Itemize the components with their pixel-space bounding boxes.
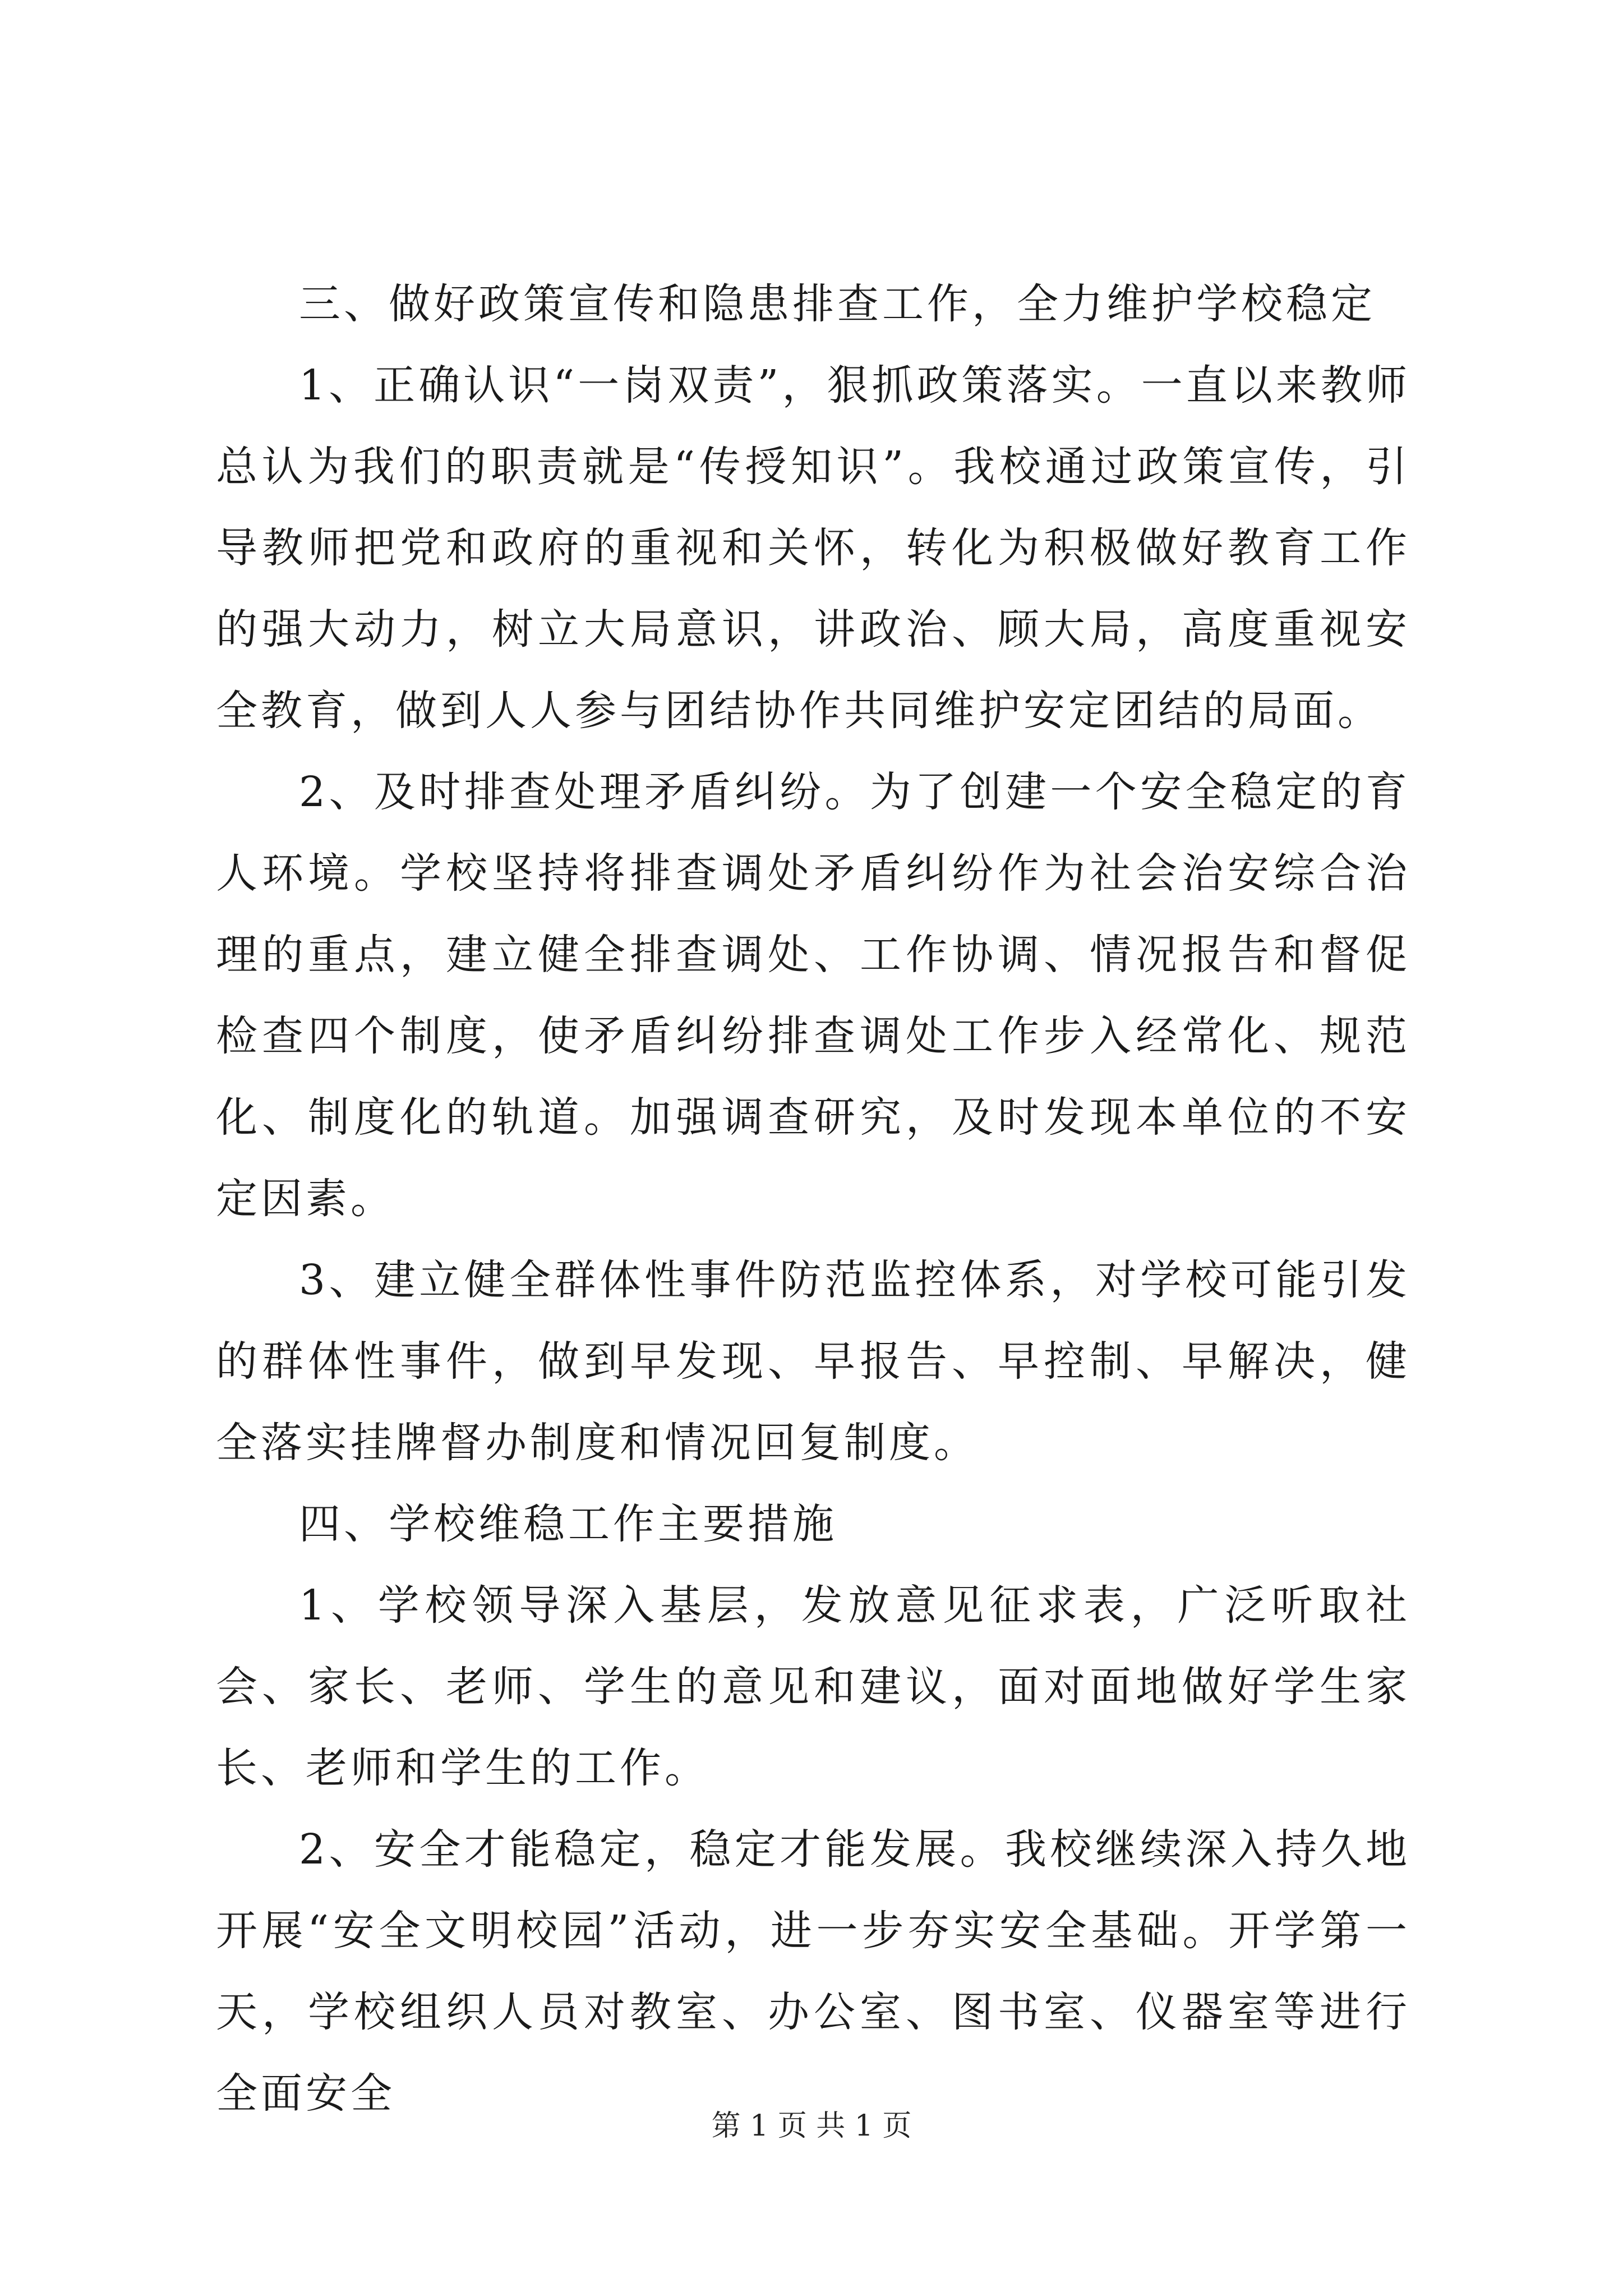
paragraph-1-2: 2、及时排查处理矛盾纠纷。为了创建一个安全稳定的育人环境。学校坚持将排查调处矛盾纠纷作为社会治安综合治理的重点，建立健全排查调处、工作协调、情况报告和督促检查四个制度，使矛盾纠纷排查调处工作步入经常化、规范化、制度化的轨道。加强调查研究，及时发现本单位的不安定因素。 (216, 768, 1410, 1223)
page-footer: 第 1 页 共 1 页 (711, 2109, 912, 2143)
paragraph-2-2: 2、安全才能稳定，稳定才能发展。我校继续深入持久地开展“安全文明校园”活动，进一步夯实安全基础。开学第一天，学校组织人员对教室、办公室、图书室、仪器室等进行全面安全 (216, 1825, 1410, 2118)
section-heading-three: 三、做好政策宣传和隐患排查工作，全力维护学校稳定 (299, 280, 1376, 328)
paragraph-1-1: 1、正确认识“一岗双责”，狠抓政策落实。一直以来教师总认为我们的职责就是“传授知识”。我校通过政策宣传，引导教师把党和政府的重视和关怀，转化为积极做好教育工作的强大动力，树立大局意识，讲政治、顾大局，高度重视安全教育，做到人人参与团结协作共同维护安定团结的局面。 (216, 361, 1410, 735)
paragraph-2-1: 1、学校领导深入基层，发放意见征求表，广泛听取社会、家长、老师、学生的意见和建议，面对面地做好学生家长、老师和学生的工作。 (216, 1581, 1410, 1792)
paragraph-1-3: 3、建立健全群体性事件防范监控体系，对学校可能引发的群体性事件，做到早发现、早报告、早控制、早解决，健全落实挂牌督办制度和情况回复制度。 (216, 1256, 1410, 1467)
document-body (216, 264, 1410, 2134)
section-heading-four: 四、学校维稳工作主要措施 (299, 1500, 837, 1548)
